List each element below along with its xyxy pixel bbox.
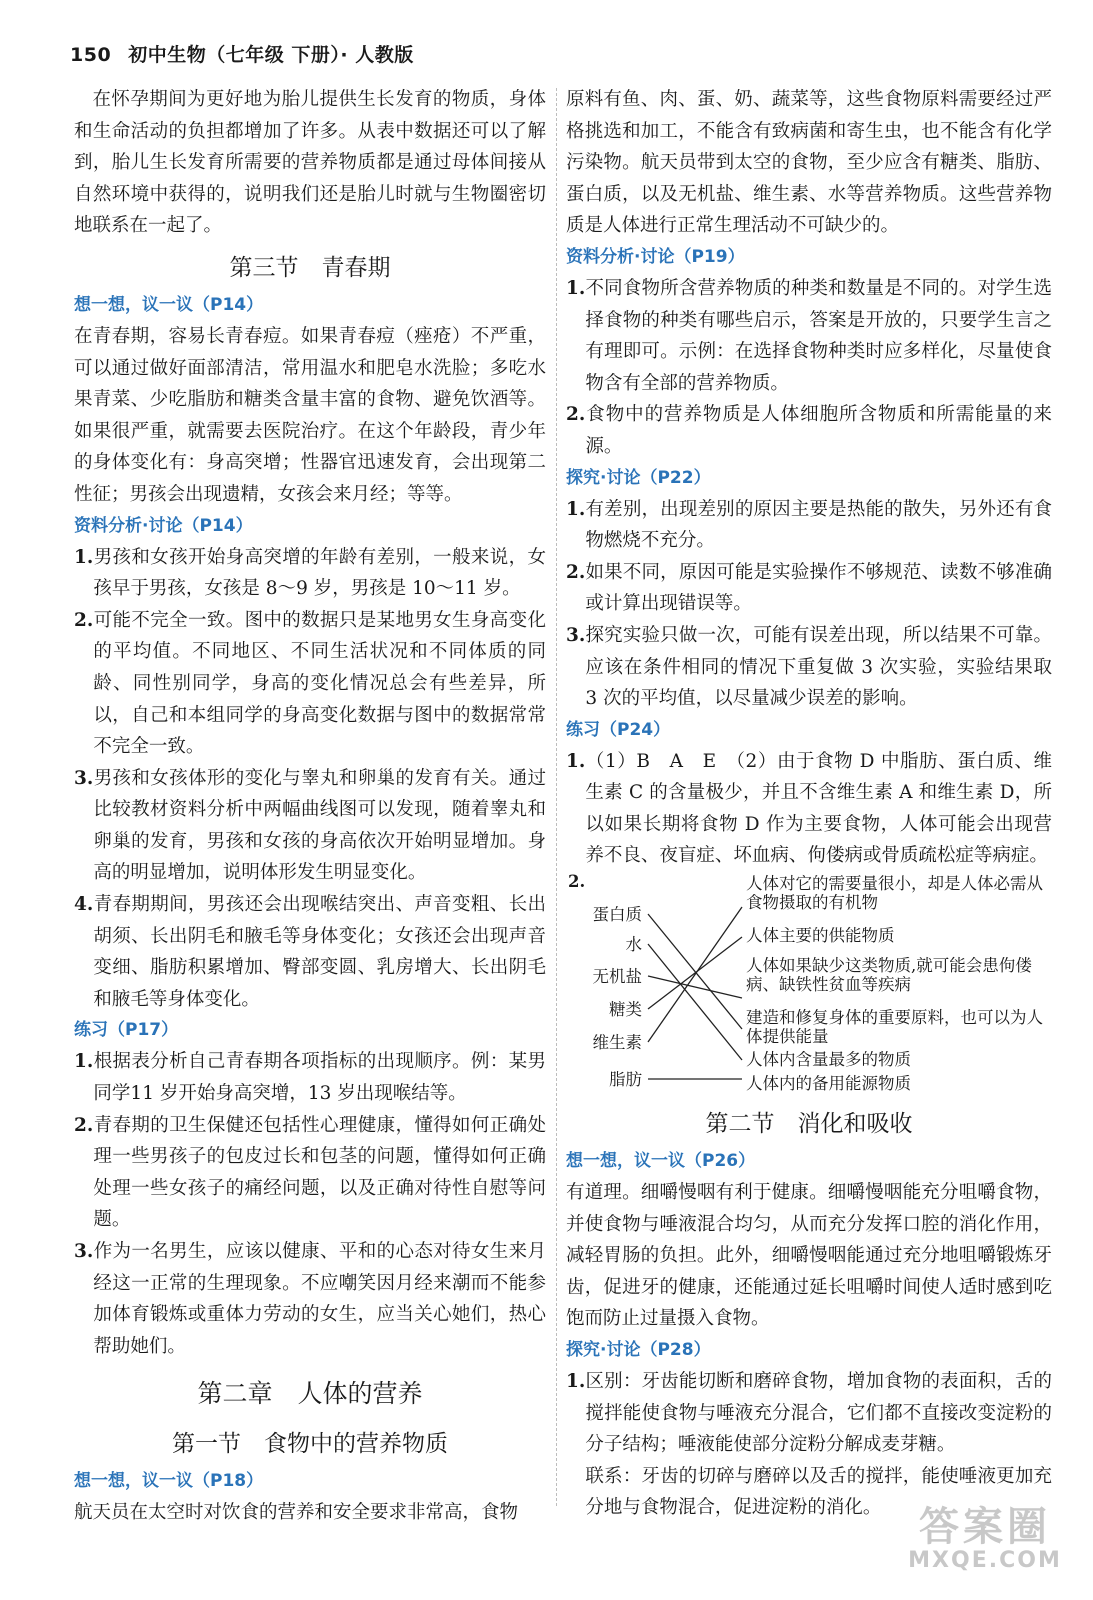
list-item: 1.（1）B A E （2）由于食物 D 中脂肪、蛋白质、维生素 C 的含量极少，并且不含维生素 A 和维生素 D，所以如果长期将食物 D 作为主要食物，人体可能会出现营养不良、夜盲症、坏血病、佝偻病或骨质疏松症等病症。: [566, 750, 1052, 867]
answer-list-p19: [566, 273, 1052, 463]
book-title: 初中生物（七年级 下册）· 人教版: [128, 44, 414, 66]
answer-list-p22: [566, 494, 1052, 715]
match-line: [648, 976, 742, 998]
section-title-puberty: 第三节 青春期: [229, 254, 391, 281]
match-line: [648, 937, 742, 1009]
answer-list-p17: [74, 1046, 546, 1362]
answer-think-p26: 有道理。细嚼慢咽有利于健康。细嚼慢咽能充分咀嚼食物，并使食物与唾液混合均匀，从而充分发挥口腔的消化作用，减轻胃肠的负担。此外，细嚼慢咽能通过充分地咀嚼锻炼牙齿，促进牙的健康，还能通过延长咀嚼时间使人适时感到吃饱而防止过量摄入食物。: [566, 1182, 1052, 1330]
column-divider: [556, 88, 557, 1506]
page-header: [70, 40, 414, 67]
section-title-digestion: 第二节 消化和吸收: [705, 1111, 913, 1138]
tag-exercise-p24: 练习（P24）: [566, 719, 671, 740]
match-line: [648, 907, 742, 1042]
page-number: 150: [70, 44, 112, 66]
tag-explore-p28: 探究·讨论（P28）: [566, 1340, 711, 1361]
match-right-item: 人体内的备用能源物质: [746, 1074, 911, 1094]
tag-think-p26: 想一想，议一议（P26）: [566, 1151, 756, 1172]
tag-exercise-p17: 练习（P17）: [74, 1020, 179, 1041]
list-item: 3.探究实验只做一次，可能有误差出现，所以结果不可靠。应该在条件相同的情况下重复做 3 次实验，实验结果取 3 次的平均值，以尽量减少误差的影响。: [566, 624, 1052, 710]
list-item: 2.可能不完全一致。图中的数据只是某地男女生身高变化的平均值。不同地区、不同生活状况和不同体质的同龄、同性别同学，身高的变化情况总会有些差异，所以，自己和本组同学的身高变化数据与图中的数据常常不完全一致。: [74, 609, 546, 758]
match-line: [648, 944, 742, 1060]
watermark-logo: 答案圈 MXQE.COM: [908, 1504, 1062, 1573]
list-item: 1.不同食物所含营养物质的种类和数量是不同的。对学生选择食物的种类有哪些启示，答案是开放的，只要学生言之有理即可。示例：在选择食物种类时应多样化，尽量使食物含有全部的营养物质。: [566, 277, 1052, 394]
list-item: 3.作为一名男生，应该以健康、平和的心态对待女生来月经这一正常的生理现象。不应嘲笑因月经来潮而不能参加体育锻炼或重体力劳动的女生，应当关心她们，热心帮助她们。: [74, 1241, 546, 1357]
matching-diagram: [566, 872, 1052, 1098]
answer-think-p18: 航天员在太空时对饮食的营养和安全要求非常高，食物: [74, 1502, 519, 1524]
match-left-item: 水: [625, 935, 642, 955]
tag-think-p14: 想一想，议一议（P14）: [74, 294, 264, 315]
match-right-item: 人体如果缺少这类物质,就可能会患佝偻病、缺铁性贫血等疾病: [746, 956, 1032, 995]
right-column: [566, 84, 1052, 1580]
list-item: 4.青春期期间，男孩还会出现喉结突出、声音变粗、长出胡须、长出阴毛和腋毛等身体变化；女孩还会出现声音变细、脂肪积累增加、臀部变圆、乳房增大、长出阴毛和腋毛等身体变化。: [74, 894, 546, 1010]
list-item: 2.如果不同，原因可能是实验操作不够规范、读数不够准确或计算出现错误等。: [566, 561, 1052, 615]
tag-explore-p22: 探究·讨论（P22）: [566, 467, 711, 488]
intro-paragraph: 在怀孕期间为更好地为胎儿提供生长发育的物质，身体和生命活动的负担都增加了许多。从表中数据还可以了解到，胎儿生长发育所需要的营养物质都是通过母体间接从自然环境中获得的，说明我们还是胎儿时就与生物圈密切地联系在一起了。: [74, 89, 546, 237]
match-left-item: 蛋白质: [592, 905, 642, 925]
tag-think-p18: 想一想，议一议（P18）: [74, 1471, 264, 1492]
match-line: [648, 914, 742, 1029]
tag-data-analysis-p19: 资料分析·讨论（P19）: [566, 246, 745, 267]
match-left-item: 维生素: [592, 1033, 642, 1053]
list-item: 3.男孩和女孩体形的变化与睾丸和卵巢的发育有关。通过比较教材资料分析中两幅曲线图可以发现，随着睾丸和卵巢的发育，男孩和女孩的身高依次开始明显增加。身高的明显增加，说明体形发生明显变化。: [74, 767, 546, 884]
match-left-item: 糖类: [609, 1000, 642, 1020]
left-column: [74, 84, 546, 1580]
match-right-item: 人体对它的需要量很小，却是人体必需从食物摄取的有机物: [746, 874, 1043, 913]
match-number: 2.: [568, 872, 586, 892]
list-item: 2.青春期的卫生保健还包括性心理健康，懂得如何正确处理一些男孩子的包皮过长和包茎的问题，懂得如何正确处理一些女孩子的痛经问题，以及正确对待性自慰等问题。: [74, 1114, 546, 1231]
section-title-nutrients: 第一节 食物中的营养物质: [172, 1431, 448, 1458]
match-left-item: 无机盐: [592, 967, 642, 987]
answer-list-p14: [74, 542, 546, 1016]
chapter-title-nutrition: 第二章 人体的营养: [197, 1379, 423, 1409]
list-item: 1.区别：牙齿能切断和磨碎食物，增加食物的表面积，舌的搅拌能使食物与唾液充分混合，它们都不直接改变淀粉的分子结构；唾液能使部分淀粉分解成麦芽糖。: [566, 1371, 1052, 1456]
match-right-item: 建造和修复身体的重要原料，也可以为人体提供能量: [746, 1008, 1043, 1047]
answer-think-p18-continued: 原料有鱼、肉、蛋、奶、蔬菜等，这些食物原料需要经过严格挑选和加工，不能含有致病菌和寄生虫，也不能含有化学污染物。航天员带到太空的食物，至少应含有糖类、脂肪、蛋白质，以及无机盐、维生素、水等营养物质。这些营养物质是人体进行正常生理活动不可缺少的。: [566, 89, 1052, 237]
list-item: 2.食物中的营养物质是人体细胞所含物质和所需能量的来源。: [566, 404, 1052, 457]
answer-think-p14: 在青春期，容易长青春痘。如果青春痘（痤疮）不严重，可以通过做好面部清洁，常用温水和肥皂水洗脸；多吃水果青菜、少吃脂肪和糖类含量丰富的食物、避免饮酒等。如果很严重，就需要去医院治疗。在这个年龄段，青少年的身体变化有：身高突增；性器官迅速发育，会出现第二性征；男孩会出现遗精，女孩会来月经；等等。: [74, 325, 546, 505]
match-left-item: 脂肪: [609, 1070, 642, 1090]
list-item: 1.根据表分析自己青春期各项指标的出现顺序。例：某男同学11 岁开始身高突增，13 岁出现喉结等。: [74, 1051, 546, 1105]
list-item: 1.男孩和女孩开始身高突增的年龄有差别，一般来说，女孩早于男孩，女孩是 8～9 岁，男孩是 10～11 岁。: [74, 546, 546, 600]
list-item: 1.有差别，出现差别的原因主要是热能的散失，另外还有食物燃烧不充分。: [566, 498, 1052, 552]
match-right-item: 人体主要的供能物质: [746, 926, 895, 946]
match-right-item: 人体内含量最多的物质: [746, 1050, 911, 1070]
tag-data-analysis-p14: 资料分析·讨论（P14）: [74, 515, 253, 536]
answer-link-p28: 联系：牙齿的切碎与磨碎以及舌的搅拌，能使唾液更加充分地与食物混合，促进淀粉的消化。: [585, 1465, 1052, 1519]
